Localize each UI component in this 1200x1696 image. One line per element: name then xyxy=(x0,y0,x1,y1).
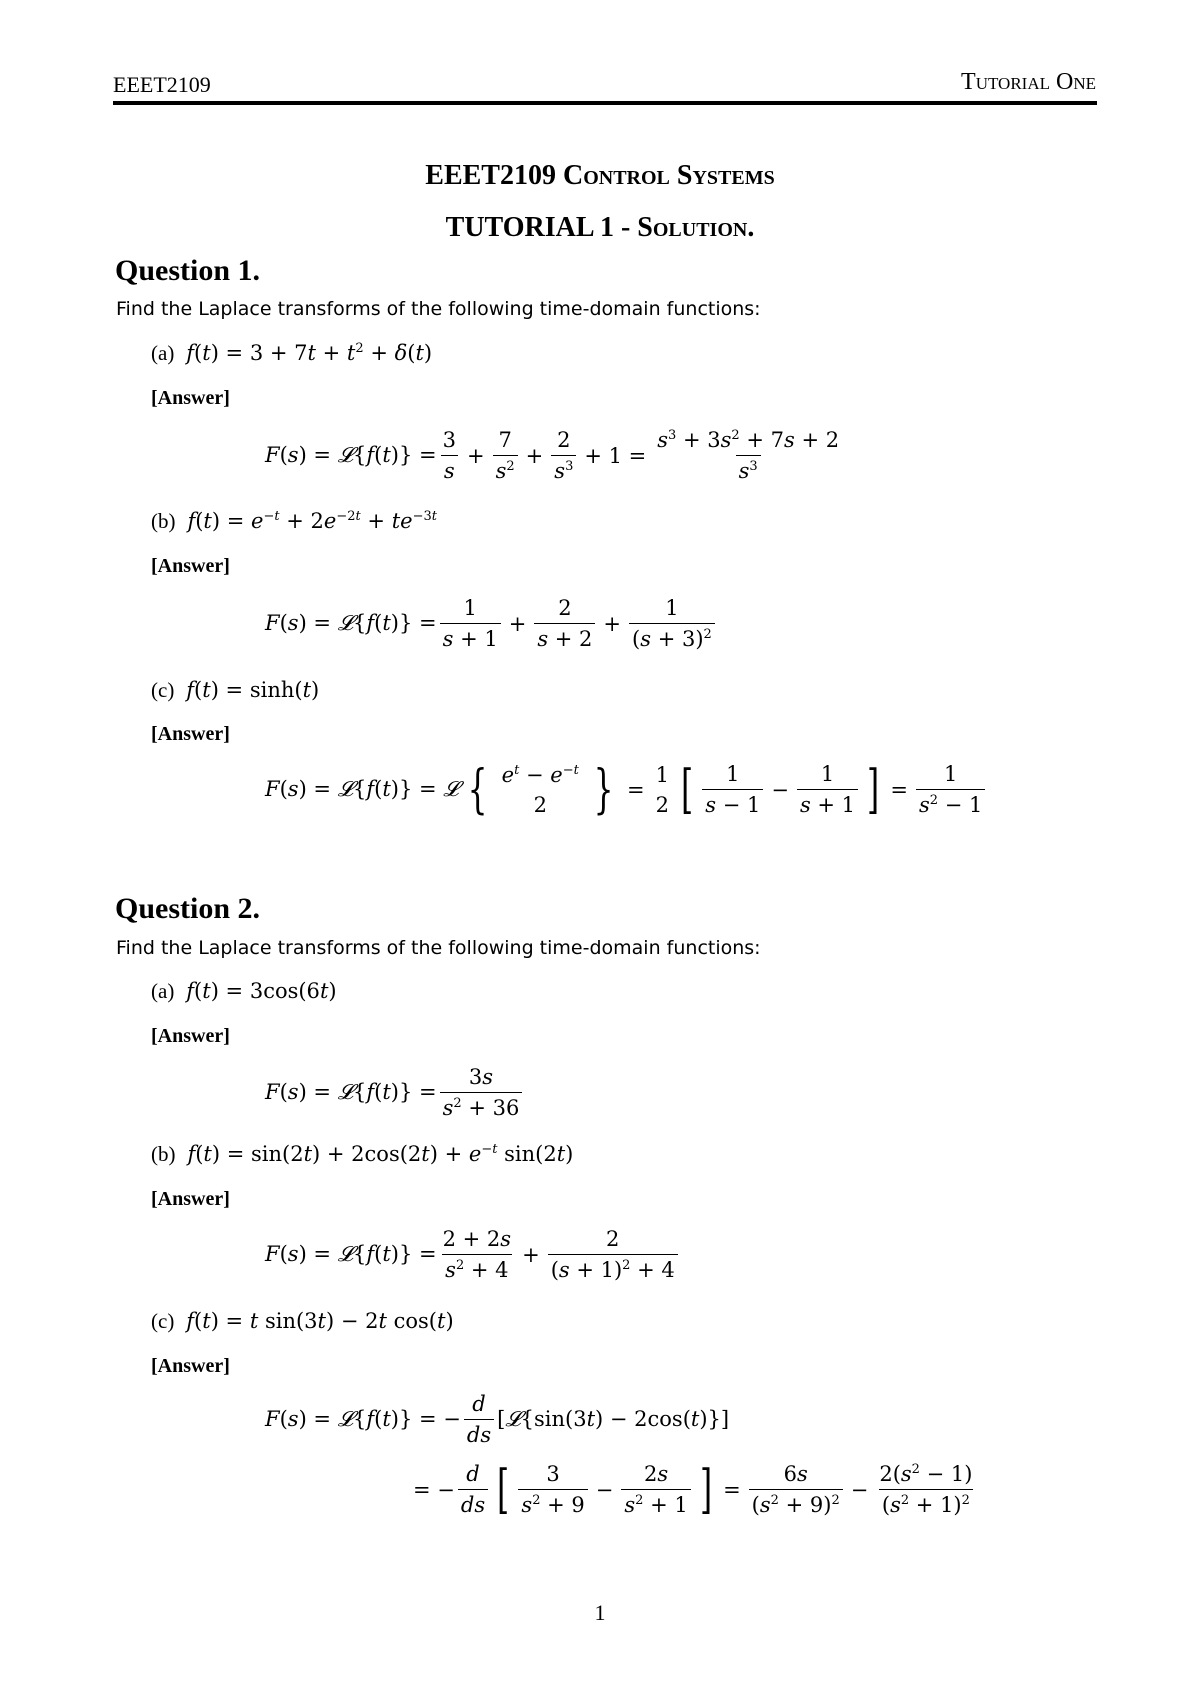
question-2c xyxy=(151,1309,454,1334)
answer-label: [Answer] xyxy=(151,723,230,745)
answer-label: [Answer] xyxy=(151,1355,230,1377)
document-title xyxy=(0,160,1200,192)
part-function: f(t) = 3cos(6t) xyxy=(186,979,337,1003)
header-course-code: EEET2109 xyxy=(113,72,211,97)
answer-1c-equation: F(s) = 𝓛{f(t)} = 𝓛 { $e^t - e^{-t}$ 2 } = 1 2 [ 1 s − 1 − $\frac{1}{s + 1}$ ] = $\frac{1}{s^2 - 1}$ xyxy=(265,762,988,817)
question-2b xyxy=(151,1142,573,1167)
answer-label: [Answer] xyxy=(151,387,230,409)
question-2-instruction: Find the Laplace transforms of the following time-domain functions: xyxy=(116,937,761,959)
answer-1a-equation: F(s) = 𝓛{f(t)} = $\frac{3}{s}$ + $\frac{7}{s^2}$ + $\frac{2}{s^3}$ + 1 = $\frac{s^3 + 3s^2 + 7s + 2}{s^3}$ xyxy=(265,428,840,483)
part-function: f(t) = sinh(t) xyxy=(186,678,320,702)
question-1-instruction: Find the Laplace transforms of the following time-domain functions: xyxy=(116,298,761,320)
header-document-title: Tutorial One xyxy=(961,69,1096,95)
answer-2a-equation: F(s) = 𝓛{f(t)} = $\frac{3s}{s^2 + 36}$ xyxy=(265,1065,525,1120)
document-subtitle xyxy=(0,212,1200,244)
question-2a xyxy=(151,979,337,1004)
page-number: 1 xyxy=(594,1600,606,1625)
part-function: $f(t) = 3 + 7t + t^2 + \delta(t)$ xyxy=(186,341,433,365)
question-1-heading: Question 1. xyxy=(115,254,261,287)
part-function: f(t) = t sin(3t) − 2t cos(t) xyxy=(186,1309,454,1333)
answer-2c-equation-line1: F(s) = 𝓛{f(t)} = − $\frac{d}{ds}$ [𝓛{sin(3t) − 2cos(t)}] xyxy=(265,1392,730,1447)
title-course-name: Control Systems xyxy=(562,160,775,191)
part-label: (c) xyxy=(151,678,175,702)
part-label: (a) xyxy=(151,979,175,1003)
question-1a xyxy=(151,341,432,366)
question-1b xyxy=(151,509,437,534)
answer-2b-equation: F(s) = 𝓛{f(t)} = $\frac{2 + 2s}{s^2 + 4}$ + $\frac{2}{(s + 1)^2 + 4}$ xyxy=(265,1227,681,1282)
answer-2c-equation-line2: = − $\frac{d}{ds}$ [ 3 $s^2 + 9$ − $\frac{2s}{s^2 + 1}$ ] = $\frac{6s}{(s^2 + 9)^2}$ − $\frac{2(s^2 - 1)}{(s^2 + 1)^2}$ xyxy=(413,1459,973,1520)
question-2-heading: Question 2. xyxy=(115,892,261,925)
question-1c xyxy=(151,678,319,703)
subtitle-tutorial: TUTORIAL 1 - xyxy=(445,212,631,243)
part-label: (b) xyxy=(151,509,176,533)
part-function: $f(t) = e^{-t} + 2e^{-2t} + te^{-3t}$ xyxy=(187,509,437,533)
answer-label: [Answer] xyxy=(151,1188,230,1210)
part-label: (b) xyxy=(151,1142,176,1166)
part-label: (c) xyxy=(151,1309,175,1333)
header-rule xyxy=(113,101,1097,105)
title-course-code: EEET2109 xyxy=(425,160,556,191)
part-label: (a) xyxy=(151,341,175,365)
answer-1b-equation: F(s) = 𝓛{f(t)} = $\frac{1}{s + 1}$ + $\frac{2}{s + 2}$ + $\frac{1}{(s + 3)^2}$ xyxy=(265,596,718,651)
answer-label: [Answer] xyxy=(151,555,230,577)
part-function: $f(t) = \sin(2t) + 2\cos(2t) + e^{-t}$ sin(2t) xyxy=(187,1142,574,1166)
answer-label: [Answer] xyxy=(151,1025,230,1047)
subtitle-solution: Solution. xyxy=(637,212,755,243)
